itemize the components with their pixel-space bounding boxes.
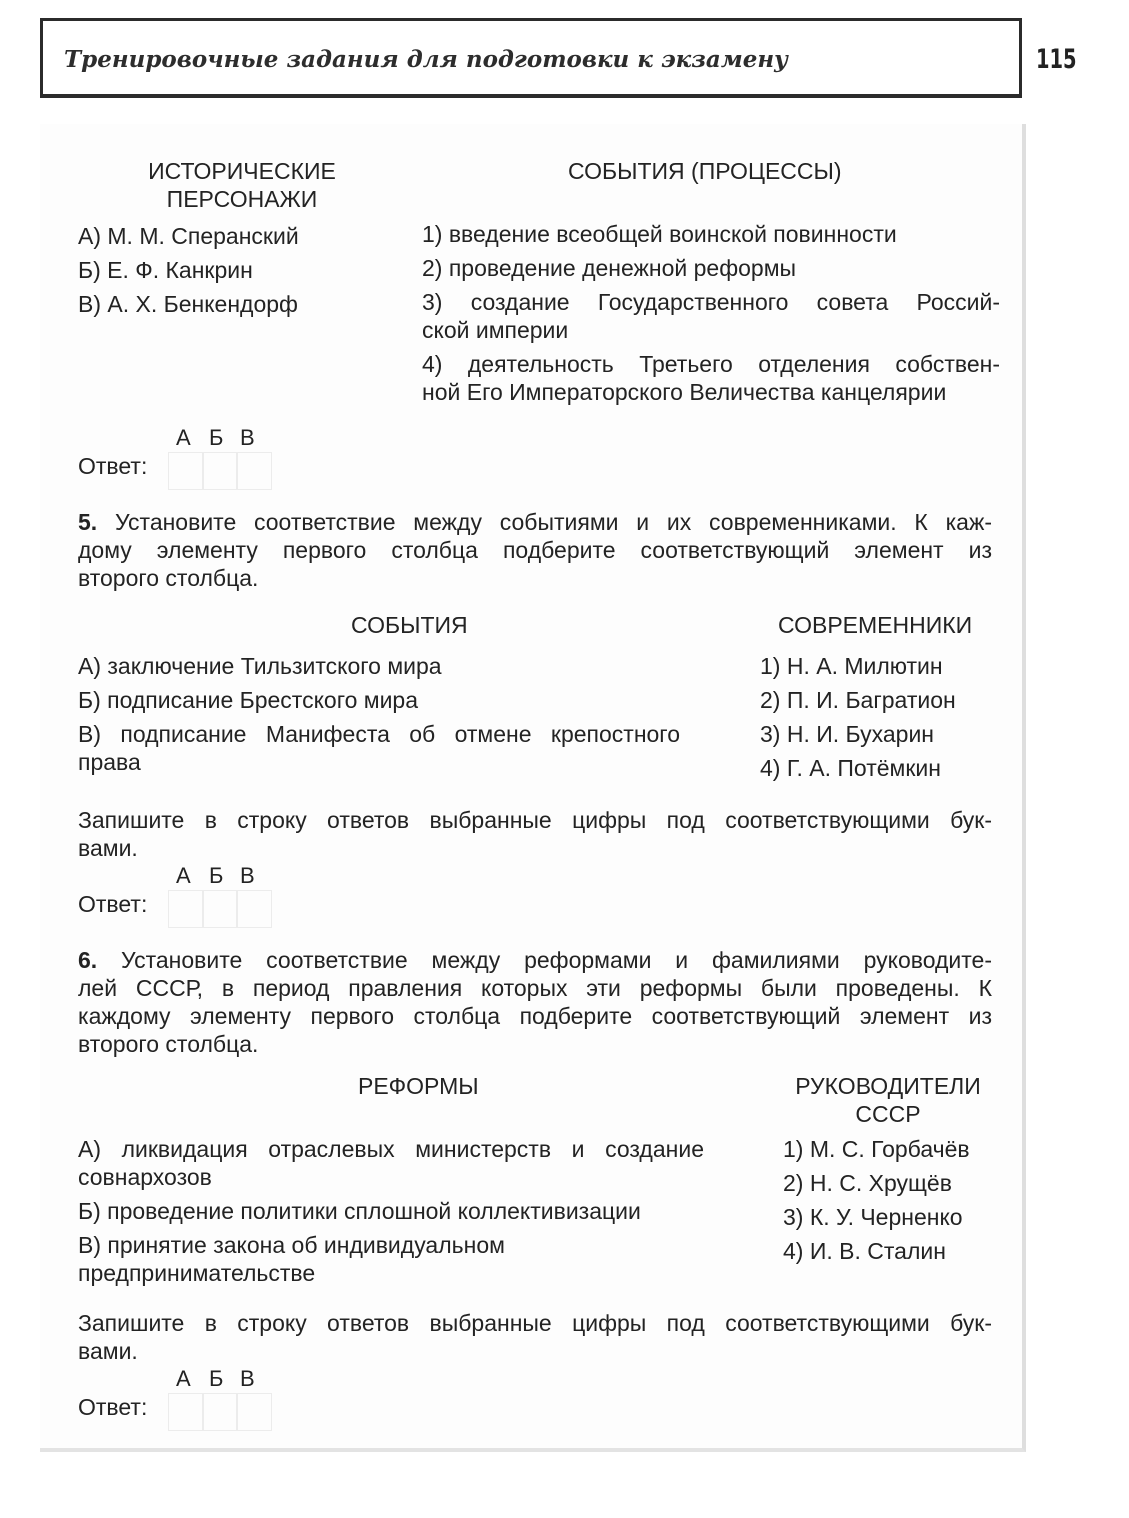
task6-answer-label: Ответ:: [78, 1394, 148, 1420]
task5-left-item: А) заключение Тильзитского мира: [78, 653, 442, 679]
task6-answer-cell-c[interactable]: [236, 1393, 272, 1431]
task4-left-item: В) А. Х. Бенкендорф: [78, 291, 298, 317]
task6-grid-letter: А: [176, 1366, 191, 1391]
task6-answer-cell-b[interactable]: [202, 1393, 238, 1431]
task5-note-line1: Запишите в строку ответов выбранные цифры под соответствующими бук-: [78, 807, 992, 833]
task6-intro-line4: второго столбца.: [78, 1031, 259, 1057]
task5-intro-line3: второго столбца.: [78, 565, 259, 591]
task4-right-heading: СОБЫТИЯ (ПРОЦЕССЫ): [568, 158, 842, 184]
task5-left-heading: СОБЫТИЯ: [351, 612, 468, 638]
task4-left-item: Б) Е. Ф. Канкрин: [78, 257, 253, 283]
task4-left-heading-line1: ИСТОРИЧЕСКИЕ: [148, 158, 336, 184]
task6-right-item: 2) Н. С. Хрущёв: [783, 1170, 952, 1196]
task5-left-item: Б) подписание Брестского мира: [78, 687, 419, 713]
task5-answer-cell-a[interactable]: [168, 890, 204, 928]
task4-grid-letter: В: [240, 425, 255, 450]
task5-right-item: 1) Н. А. Милютин: [760, 653, 943, 679]
task4-answer-cell-b[interactable]: [202, 452, 238, 490]
task6-left-item: А) ликвидация отраслевых министерств и создание: [78, 1136, 704, 1162]
task6-intro-line2: лей СССР, в период правления которых эти реформы были проведены. К: [78, 975, 992, 1001]
task6-grid-letter: В: [240, 1366, 255, 1391]
task6-note-line2: вами.: [78, 1338, 138, 1364]
task4-right-item: 4) деятельность Третьего отделения собствен-: [422, 351, 1000, 377]
task5-answer-cell-c[interactable]: [236, 890, 272, 928]
task6-intro-line1: [78, 946, 992, 974]
task6-number: 6.: [78, 947, 98, 973]
task5-right-item: 2) П. И. Багратион: [760, 687, 956, 713]
task5-number: 5.: [78, 509, 98, 535]
task4-answer-cell-a[interactable]: [168, 452, 204, 490]
task6-left-item-cont: предпринимательстве: [78, 1260, 316, 1286]
task5-grid-letter: А: [176, 863, 191, 888]
task4-right-item: 3) создание Государственного совета Россий-: [422, 289, 1000, 315]
task6-right-item: 1) М. С. Горбачёв: [783, 1136, 970, 1162]
task4-left-heading-line2: ПЕРСОНАЖИ: [166, 186, 318, 212]
task5-left-item-cont: права: [78, 749, 141, 775]
task6-intro-text: Установите соответствие между реформами и фамилиями руководите-: [97, 947, 992, 973]
task6-left-heading: РЕФОРМЫ: [358, 1073, 479, 1099]
task5-intro-line1: [78, 508, 992, 536]
task4-right-item-cont: ской империи: [422, 317, 569, 343]
task6-left-item: Б) проведение политики сплошной коллективизации: [78, 1198, 641, 1224]
task5-intro-line2: дому элементу первого столбца подберите соответствующий элемент из: [78, 537, 992, 563]
task6-grid-letter: Б: [209, 1366, 224, 1391]
task5-right-item: 4) Г. А. Потёмкин: [760, 755, 941, 781]
page-number: 115: [1036, 44, 1077, 75]
task4-right-item: 2) проведение денежной реформы: [422, 255, 797, 281]
task6-right-item: 4) И. В. Сталин: [783, 1238, 946, 1264]
task5-answer-cell-b[interactable]: [202, 890, 238, 928]
task5-answer-label: Ответ:: [78, 891, 148, 917]
task5-right-item: 3) Н. И. Бухарин: [760, 721, 935, 747]
header-title: Тренировочные задания для подготовки к экзамену: [64, 46, 788, 73]
task6-right-heading-line1: РУКОВОДИТЕЛИ: [795, 1073, 981, 1099]
task5-right-heading: СОВРЕМЕННИКИ: [778, 612, 973, 638]
task4-grid-letter: Б: [209, 425, 224, 450]
task6-right-heading-line2: СССР: [855, 1101, 921, 1127]
task5-grid-letter: Б: [209, 863, 224, 888]
task6-note-line1: Запишите в строку ответов выбранные цифры под соответствующими бук-: [78, 1310, 992, 1336]
task4-right-item: 1) введение всеобщей воинской повинности: [422, 221, 897, 247]
task5-grid-letter: В: [240, 863, 255, 888]
task4-right-item-cont: ной Его Императорского Величества канцелярии: [422, 379, 947, 405]
task4-grid-letter: А: [176, 425, 191, 450]
task4-left-item: А) М. М. Сперанский: [78, 223, 299, 249]
task6-right-item: 3) К. У. Черненко: [783, 1204, 963, 1230]
task6-intro-line3: каждому элементу первого столбца подберите соответствующий элемент из: [78, 1003, 992, 1029]
task4-answer-cell-c[interactable]: [236, 452, 272, 490]
task5-note-line2: вами.: [78, 835, 138, 861]
task6-answer-cell-a[interactable]: [168, 1393, 204, 1431]
task5-left-item: В) подписание Манифеста об отмене крепостного: [78, 721, 680, 747]
task6-left-item-cont: совнархозов: [78, 1164, 212, 1190]
task4-answer-label: Ответ:: [78, 453, 148, 479]
task5-intro-text: Установите соответствие между событиями и их современниками. К каж-: [97, 509, 992, 535]
task6-left-item: В) принятие закона об индивидуальном: [78, 1232, 505, 1258]
